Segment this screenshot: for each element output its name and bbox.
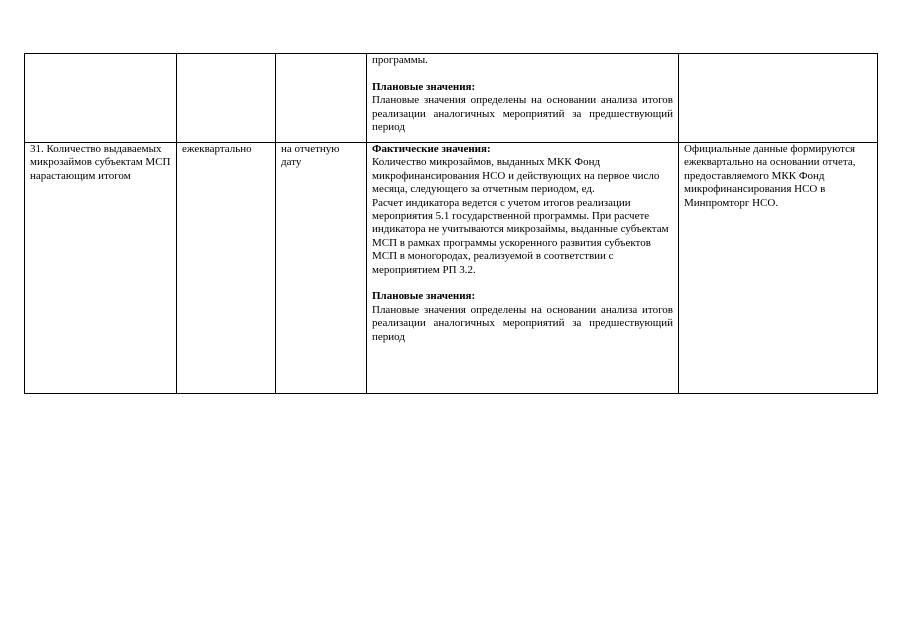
fact-heading: Фактические значения: bbox=[372, 143, 491, 155]
periodicity-cell bbox=[177, 54, 276, 143]
source-cell bbox=[679, 54, 878, 143]
indicator-cell bbox=[25, 54, 177, 143]
periodicity-cell bbox=[177, 143, 276, 394]
periodicity-text: ежеквартально bbox=[182, 143, 252, 155]
date-cell bbox=[276, 143, 367, 394]
plan-heading: Плановые значения: bbox=[372, 290, 476, 303]
method-cell bbox=[367, 54, 679, 143]
plan-text: Плановые значения определены на основании анализа итогов реализации аналогичных мероприятий за предшествующий период bbox=[372, 303, 673, 343]
source-text: Официальные данные формируются ежеквартально на основании отчета, предоставляемого МКК Фонд микрофинансирования НСО в Минпромторг НСО. bbox=[684, 143, 856, 209]
source-cell bbox=[679, 143, 878, 394]
indicator-name: 31. Количество выдаваемых микрозаймов субъектам МСП нарастающим итогом bbox=[30, 143, 171, 182]
plan-heading: Плановые значения: bbox=[372, 80, 476, 93]
method-cell bbox=[367, 143, 679, 394]
table-row bbox=[25, 143, 878, 394]
calc-text: Расчет индикатора ведется с учетом итогов реализации мероприятия 5.1 государственной программы. При расчете индикатора не учитываются микрозаймы, выданные субъектам МСП в рамках программы ускоренного развития субъектов МСП в моногородах, реализуемой в соответствии с мероприятием РП 3.2. bbox=[372, 196, 669, 276]
paragraph-gap bbox=[372, 277, 673, 290]
date-text: на отчетную дату bbox=[281, 143, 340, 169]
indicator-table bbox=[24, 53, 878, 394]
date-cell bbox=[276, 54, 367, 143]
method-tail-text: программы. bbox=[372, 54, 428, 66]
fact-text: Количество микрозаймов, выданных МКК Фонд микрофинансирования НСО и действующих на первое число месяца, следующего за отчетным периодом, ед. bbox=[372, 156, 660, 196]
indicator-cell bbox=[25, 143, 177, 394]
table-row bbox=[25, 54, 878, 143]
plan-text: Плановые значения определены на основании анализа итогов реализации аналогичных мероприятий за предшествующий период bbox=[372, 94, 673, 134]
paragraph-gap bbox=[372, 67, 673, 80]
